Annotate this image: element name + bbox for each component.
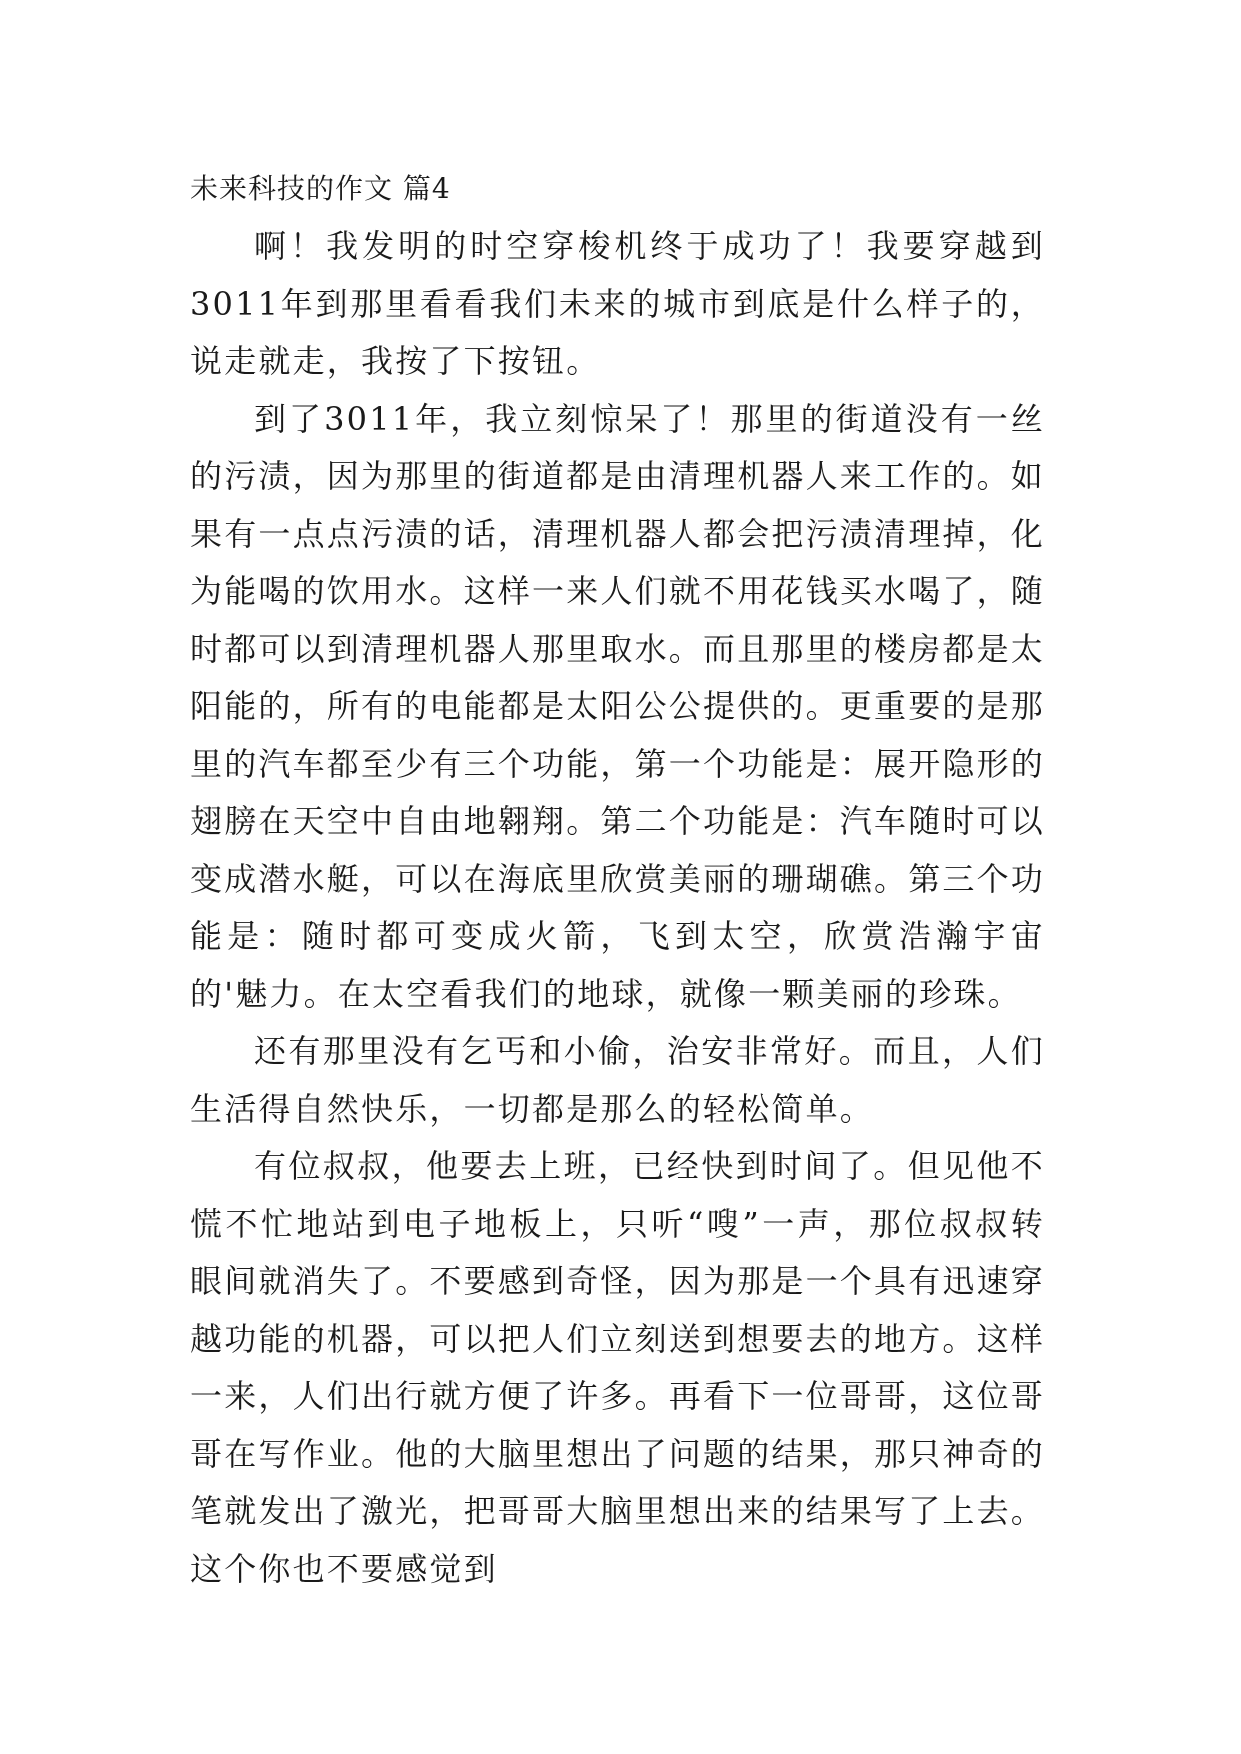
paragraph-2: 到了3011年，我立刻惊呆了！那里的街道没有一丝的污渍，因为那里的街道都是由清理机器人来工作的。如果有一点点污渍的话，清理机器人都会把污渍清理掉，化为能喝的饮用水。这样一来人们就不用花钱买水喝了，随时都可以到清理机器人那里取水。而且那里的楼房都是太阳能的，所有的电能都是太阳公公提供的。更重要的是那里的汽车都至少有三个功能，第一个功能是：展开隐形的翅膀在天空中自由地翱翔。第二个功能是：汽车随时可以变成潜水艇，可以在海底里欣赏美丽的珊瑚礁。第三个功能是：随时都可变成火箭，飞到太空，欣赏浩瀚宇宙的'魅力。在太空看我们的地球，就像一颗美丽的珍珠。	[190, 399, 1046, 1013]
paragraph-3: 还有那里没有乞丐和小偷，治安非常好。而且，人们生活得自然快乐，一切都是那么的轻松简单。	[190, 1032, 1045, 1128]
paragraph-4: 有位叔叔，他要去上班，已经快到时间了。但见他不慌不忙地站到电子地板上，只听“嗖”一声，那位叔叔转眼间就消失了。不要感到奇怪，因为那是一个具有迅速穿越功能的机器，可以把人们立刻送到想要去的地方。这样一来，人们出行就方便了许多。再看下一位哥哥，这位哥哥在写作业。他的大脑里想出了问题的结果，那只神奇的笔就发出了激光，把哥哥大脑里想出来的结果写了上去。这个你也不要感觉到	[190, 1147, 1046, 1588]
paragraph-1: 啊！我发明的时空穿梭机终于成功了！我要穿越到3011年到那里看看我们未来的城市到底是什么样子的，说走就走，我按了下按钮。	[190, 227, 1045, 380]
document-page	[190, 160, 1045, 1598]
document-title: 未来科技的作文 篇4	[190, 172, 451, 205]
